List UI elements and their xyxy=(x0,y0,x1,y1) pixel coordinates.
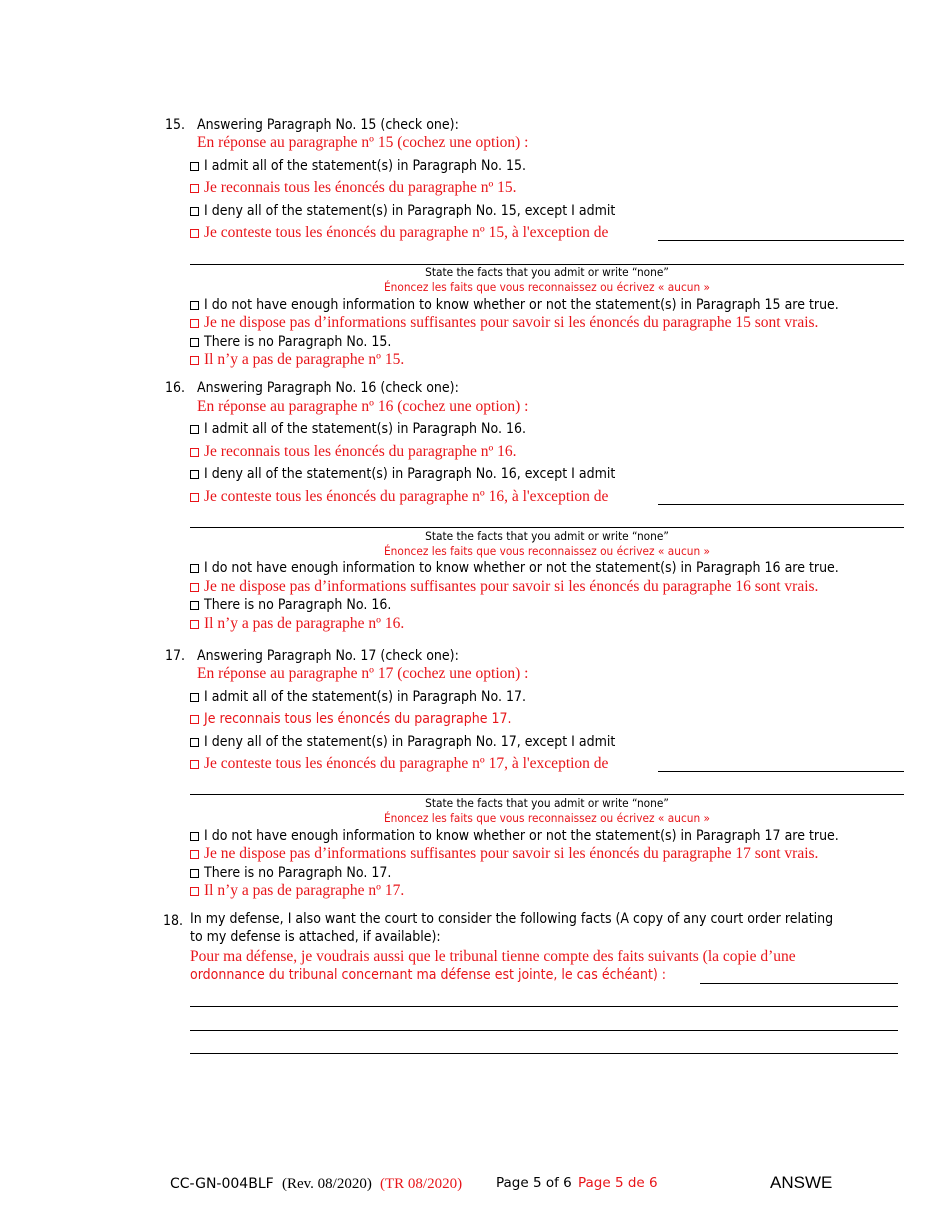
noinfo-option[interactable] xyxy=(190,296,909,314)
document-label: ANSWE xyxy=(770,1173,833,1192)
admit-option[interactable] xyxy=(190,688,562,706)
nopara-option[interactable] xyxy=(190,596,412,614)
noinfo-option[interactable] xyxy=(190,559,909,577)
option-label-fr: Il n’y a pas de paragraphe nº 16. xyxy=(204,615,405,632)
checkbox[interactable] xyxy=(190,301,199,310)
section-heading-fr: En réponse au paragraphe nº 17 (cochez une option) : xyxy=(197,665,529,682)
checkbox[interactable] xyxy=(190,162,199,171)
deny-option-fr[interactable] xyxy=(190,488,608,506)
section-number: 18. xyxy=(163,913,184,929)
checkbox[interactable] xyxy=(190,760,199,769)
deny-option-fr[interactable] xyxy=(190,224,608,242)
checkbox[interactable] xyxy=(190,869,199,878)
facts-caption-en: State the facts that you admit or write “none” xyxy=(425,796,669,810)
admitted-facts-input[interactable] xyxy=(658,240,904,241)
admitted-facts-input-line2[interactable] xyxy=(190,794,904,795)
deny-option[interactable] xyxy=(190,202,661,220)
checkbox[interactable] xyxy=(190,229,199,238)
nopara-option-fr[interactable] xyxy=(190,615,404,633)
admit-option-fr[interactable] xyxy=(190,443,517,461)
admitted-facts-input[interactable] xyxy=(658,771,904,772)
noinfo-option-fr[interactable] xyxy=(190,314,818,332)
option-label-en: I deny all of the statement(s) in Paragraph No. 15, except I admit xyxy=(204,203,616,219)
admitted-facts-input[interactable] xyxy=(658,504,904,505)
section-heading-en: Answering Paragraph No. 16 (check one): xyxy=(197,380,459,396)
checkbox[interactable] xyxy=(190,620,199,629)
checkbox[interactable] xyxy=(190,184,199,193)
checkbox[interactable] xyxy=(190,693,199,702)
defense-text-fr-line1: Pour ma défense, je voudrais aussi que le tribunal tienne compte des faits suivants (la copie d’une xyxy=(190,948,796,965)
option-label-en: There is no Paragraph No. 15. xyxy=(204,334,392,350)
checkbox[interactable] xyxy=(190,470,199,479)
facts-caption-fr: Énoncez les faits que vous reconnaissez ou écrivez « aucun » xyxy=(383,280,711,294)
defense-facts-input[interactable] xyxy=(700,983,898,984)
checkbox[interactable] xyxy=(190,601,199,610)
nopara-option[interactable] xyxy=(190,333,412,351)
admitted-facts-input-line2[interactable] xyxy=(190,527,904,528)
nopara-option-fr[interactable] xyxy=(190,882,404,900)
translation-revision: (TR 08/2020) xyxy=(380,1176,463,1192)
checkbox[interactable] xyxy=(190,356,199,365)
checkbox[interactable] xyxy=(190,493,199,502)
option-label-en: I do not have enough information to know whether or not the statement(s) in Paragraph 17 are true. xyxy=(204,828,839,844)
checkbox[interactable] xyxy=(190,832,199,841)
facts-caption-en: State the facts that you admit or write “none” xyxy=(425,265,669,279)
section-heading-en: Answering Paragraph No. 15 (check one): xyxy=(197,117,459,133)
admit-option[interactable] xyxy=(190,157,562,175)
option-label-fr: Je reconnais tous les énoncés du paragraphe nº 16. xyxy=(204,443,517,460)
option-label-fr: Je ne dispose pas d’informations suffisantes pour savoir si les énoncés du paragraphe 17 sont vrais. xyxy=(204,845,819,862)
checkbox[interactable] xyxy=(190,715,199,724)
option-label-fr: Je reconnais tous les énoncés du paragraphe nº 15. xyxy=(204,179,517,196)
defense-text-fr-line2: ordonnance du tribunal concernant ma défense est jointe, le cas échéant) : xyxy=(190,967,667,983)
checkbox[interactable] xyxy=(190,448,199,457)
option-label-en: I admit all of the statement(s) in Paragraph No. 16. xyxy=(204,421,526,437)
checkbox[interactable] xyxy=(190,338,199,347)
admit-option-fr[interactable] xyxy=(190,179,517,197)
option-label-en: I deny all of the statement(s) in Paragraph No. 17, except I admit xyxy=(204,734,616,750)
option-label-fr: Je conteste tous les énoncés du paragraphe nº 15, à l'exception de xyxy=(204,224,609,241)
admit-option-fr[interactable] xyxy=(190,710,546,728)
option-label-fr: Il n’y a pas de paragraphe nº 17. xyxy=(204,882,405,899)
facts-caption-en: State the facts that you admit or write “none” xyxy=(425,529,669,543)
admit-option[interactable] xyxy=(190,420,562,438)
option-label-en: There is no Paragraph No. 16. xyxy=(204,597,392,613)
checkbox[interactable] xyxy=(190,207,199,216)
noinfo-option-fr[interactable] xyxy=(190,845,818,863)
option-label-en: I admit all of the statement(s) in Paragraph No. 17. xyxy=(204,689,526,705)
nopara-option-fr[interactable] xyxy=(190,351,404,369)
option-label-en: I do not have enough information to know whether or not the statement(s) in Paragraph 16 are true. xyxy=(204,560,839,576)
option-label-fr: Il n’y a pas de paragraphe nº 15. xyxy=(204,351,405,368)
noinfo-option-fr[interactable] xyxy=(190,578,818,596)
defense-facts-line[interactable] xyxy=(190,1053,898,1054)
checkbox[interactable] xyxy=(190,738,199,747)
option-label-fr: Je ne dispose pas d’informations suffisantes pour savoir si les énoncés du paragraphe 16 sont vrais. xyxy=(204,578,819,595)
checkbox[interactable] xyxy=(190,850,199,859)
option-label-fr: Je conteste tous les énoncés du paragraphe nº 17, à l'exception de xyxy=(204,755,609,772)
form-revision: (Rev. 08/2020) xyxy=(282,1176,372,1192)
option-label-fr: Je conteste tous les énoncés du paragraphe nº 16, à l'exception de xyxy=(204,488,609,505)
page-number-en: Page 5 of 6 xyxy=(496,1175,572,1191)
checkbox[interactable] xyxy=(190,425,199,434)
section-heading-fr: En réponse au paragraphe nº 15 (cochez une option) : xyxy=(197,134,529,151)
option-label-en: I do not have enough information to know whether or not the statement(s) in Paragraph 15 are true. xyxy=(204,297,839,313)
option-label-en: I admit all of the statement(s) in Paragraph No. 15. xyxy=(204,158,526,174)
option-label-en: I deny all of the statement(s) in Paragraph No. 16, except I admit xyxy=(204,466,616,482)
page-number-fr: Page 5 de 6 xyxy=(578,1175,658,1191)
defense-text-en-line1: In my defense, I also want the court to consider the following facts (A copy of any court order relating xyxy=(190,911,834,927)
section-number: 17. xyxy=(165,648,186,664)
checkbox[interactable] xyxy=(190,887,199,896)
facts-caption-fr: Énoncez les faits que vous reconnaissez ou écrivez « aucun » xyxy=(383,544,711,558)
section-number: 16. xyxy=(165,380,186,396)
checkbox[interactable] xyxy=(190,319,199,328)
section-number: 15. xyxy=(165,117,186,133)
noinfo-option[interactable] xyxy=(190,827,909,845)
deny-option[interactable] xyxy=(190,733,661,751)
option-label-fr: Je reconnais tous les énoncés du paragraphe 17. xyxy=(204,711,512,727)
defense-text-en-line2: to my defense is attached, if available): xyxy=(190,929,441,945)
section-heading-en: Answering Paragraph No. 17 (check one): xyxy=(197,648,459,664)
section-heading-fr: En réponse au paragraphe nº 16 (cochez une option) : xyxy=(197,398,529,415)
deny-option-fr[interactable] xyxy=(190,755,608,773)
defense-facts-line[interactable] xyxy=(190,1006,898,1007)
deny-option[interactable] xyxy=(190,465,661,483)
option-label-en: There is no Paragraph No. 17. xyxy=(204,865,392,881)
facts-caption-fr: Énoncez les faits que vous reconnaissez ou écrivez « aucun » xyxy=(383,811,711,825)
defense-facts-line[interactable] xyxy=(190,1030,898,1031)
checkbox[interactable] xyxy=(190,564,199,573)
checkbox[interactable] xyxy=(190,583,199,592)
nopara-option[interactable] xyxy=(190,864,412,882)
option-label-fr: Je ne dispose pas d’informations suffisantes pour savoir si les énoncés du paragraphe 15 sont vrais. xyxy=(204,314,819,331)
form-id: CC-GN-004BLF xyxy=(170,1176,274,1192)
